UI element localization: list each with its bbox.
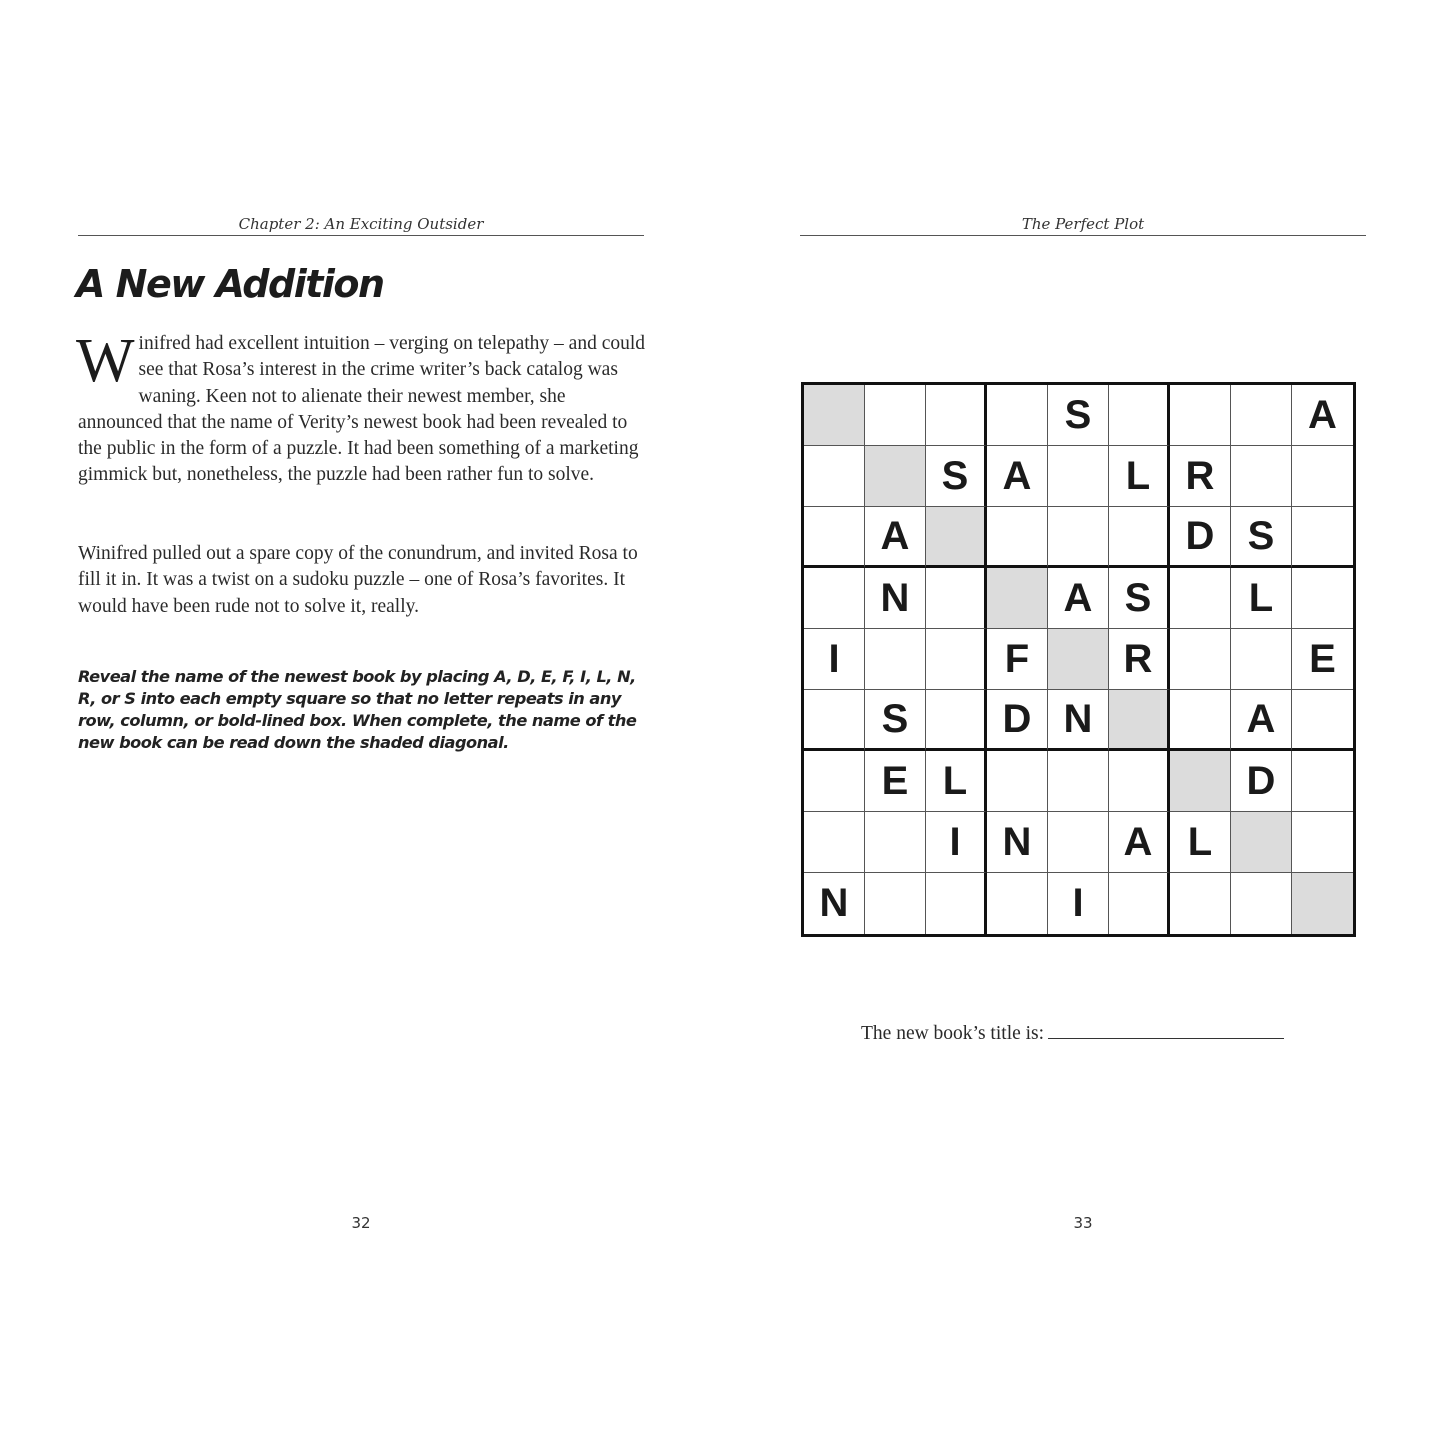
grid-cell-given: A [1048, 568, 1109, 629]
grid-cell-given: L [1231, 568, 1292, 629]
grid-cell-empty[interactable] [1170, 629, 1231, 690]
grid-cell-empty[interactable] [865, 385, 926, 446]
grid-cell-given: N [987, 812, 1048, 873]
grid-cell-given: A [865, 507, 926, 568]
grid-cell-given: R [1170, 446, 1231, 507]
grid-cell-empty[interactable] [1109, 873, 1170, 934]
grid-cell-empty[interactable] [1231, 812, 1292, 873]
grid-cell-given: I [1048, 873, 1109, 934]
grid-cell-empty[interactable] [804, 385, 865, 446]
grid-cell-given: S [1231, 507, 1292, 568]
grid-cell-given: E [1292, 629, 1353, 690]
grid-cell-given: A [1292, 385, 1353, 446]
grid-cell-given: S [1048, 385, 1109, 446]
puzzle-instructions: Reveal the name of the newest book by placing A, D, E, F, I, L, N, R, or S into each empty square so that no letter repeats in any row, column, or bold-lined box. When complete, the name of the new book can be read down the shaded diagonal. [78, 667, 637, 752]
grid-cell-empty[interactable] [1231, 385, 1292, 446]
grid-cell-given: R [1109, 629, 1170, 690]
grid-cell-empty[interactable] [1048, 446, 1109, 507]
grid-cell-given: N [865, 568, 926, 629]
story-paragraph-1-text: inifred had excellent intuition – verging on telepathy – and could see that Rosa’s interest in the crime writer’s back catalog was waning. Keen not to alienate their newest member, she announced that the name of Verity’s newest book had been revealed to the public in the form of a puzzle. It had been something of a marketing gimmick but, nonetheless, the puzzle had been rather fun to solve. [78, 333, 646, 486]
grid-cell-empty[interactable] [1170, 385, 1231, 446]
grid-cell-given: F [987, 629, 1048, 690]
grid-cell-empty[interactable] [804, 446, 865, 507]
grid-cell-given: I [926, 812, 987, 873]
story-paragraph-1 [76, 327, 648, 489]
grid-cell-empty[interactable] [1109, 751, 1170, 812]
grid-cell-given: S [926, 446, 987, 507]
grid-cell-given: N [1048, 690, 1109, 751]
grid-cell-empty[interactable] [987, 507, 1048, 568]
sudoku-grid [801, 382, 1356, 937]
drop-cap: W [76, 327, 135, 395]
grid-cell-empty[interactable] [804, 690, 865, 751]
grid-cell-empty[interactable] [987, 385, 1048, 446]
grid-cell-empty[interactable] [926, 873, 987, 934]
running-head-left: Chapter 2: An Exciting Outsider [78, 213, 644, 236]
running-head-right: The Perfect Plot [800, 213, 1366, 236]
grid-cell-given: L [926, 751, 987, 812]
page-title: A New Addition [76, 262, 384, 306]
grid-cell-empty[interactable] [987, 568, 1048, 629]
grid-cell-empty[interactable] [1170, 751, 1231, 812]
grid-cell-given: D [1170, 507, 1231, 568]
grid-cell-empty[interactable] [804, 507, 865, 568]
grid-cell-given: A [1231, 690, 1292, 751]
grid-cell-empty[interactable] [926, 568, 987, 629]
grid-cell-empty[interactable] [926, 690, 987, 751]
grid-cell-given: S [865, 690, 926, 751]
grid-cell-empty[interactable] [804, 568, 865, 629]
grid-cell-given: I [804, 629, 865, 690]
grid-cell-empty[interactable] [1170, 568, 1231, 629]
grid-cell-given: L [1109, 446, 1170, 507]
page-number-right: 33 [1073, 1214, 1093, 1232]
grid-cell-empty[interactable] [1292, 690, 1353, 751]
grid-cell-given: A [1109, 812, 1170, 873]
grid-cell-given: S [1109, 568, 1170, 629]
grid-cell-empty[interactable] [926, 629, 987, 690]
grid-cell-empty[interactable] [1292, 873, 1353, 934]
grid-cell-empty[interactable] [865, 812, 926, 873]
grid-cell-empty[interactable] [1109, 385, 1170, 446]
grid-cell-empty[interactable] [1048, 751, 1109, 812]
grid-cell-empty[interactable] [1109, 690, 1170, 751]
grid-cell-empty[interactable] [804, 812, 865, 873]
grid-cell-empty[interactable] [987, 873, 1048, 934]
grid-cell-empty[interactable] [804, 751, 865, 812]
story-paragraph-2: Winifred pulled out a spare copy of the conundrum, and invited Rosa to fill it in. It was a twist on a sudoku puzzle – one of Rosa’s favorites. It would have been rude not to solve it, really. [78, 543, 638, 617]
grid-cell-empty[interactable] [926, 385, 987, 446]
grid-cell-empty[interactable] [1109, 507, 1170, 568]
grid-cell-given: L [1170, 812, 1231, 873]
grid-cell-empty[interactable] [1048, 812, 1109, 873]
answer-label: The new book’s title is: [861, 1023, 1045, 1044]
grid-cell-empty[interactable] [1170, 873, 1231, 934]
grid-cell-empty[interactable] [1292, 751, 1353, 812]
grid-cell-empty[interactable] [865, 446, 926, 507]
grid-cell-empty[interactable] [1292, 568, 1353, 629]
grid-cell-given: E [865, 751, 926, 812]
grid-cell-empty[interactable] [865, 629, 926, 690]
grid-cell-empty[interactable] [865, 873, 926, 934]
grid-cell-given: N [804, 873, 865, 934]
grid-cell-empty[interactable] [1170, 690, 1231, 751]
page-number-left: 32 [351, 1214, 371, 1232]
grid-cell-given: A [987, 446, 1048, 507]
grid-cell-empty[interactable] [1292, 812, 1353, 873]
grid-cell-empty[interactable] [987, 751, 1048, 812]
grid-cell-given: D [1231, 751, 1292, 812]
grid-cell-given: D [987, 690, 1048, 751]
grid-cell-empty[interactable] [1048, 507, 1109, 568]
grid-cell-empty[interactable] [1292, 507, 1353, 568]
grid-cell-empty[interactable] [1231, 873, 1292, 934]
grid-cell-empty[interactable] [1231, 629, 1292, 690]
answer-line [861, 1020, 1284, 1046]
grid-cell-empty[interactable] [1048, 629, 1109, 690]
grid-cell-empty[interactable] [1292, 446, 1353, 507]
answer-blank[interactable] [1048, 1020, 1284, 1039]
grid-cell-empty[interactable] [926, 507, 987, 568]
grid-cell-empty[interactable] [1231, 446, 1292, 507]
